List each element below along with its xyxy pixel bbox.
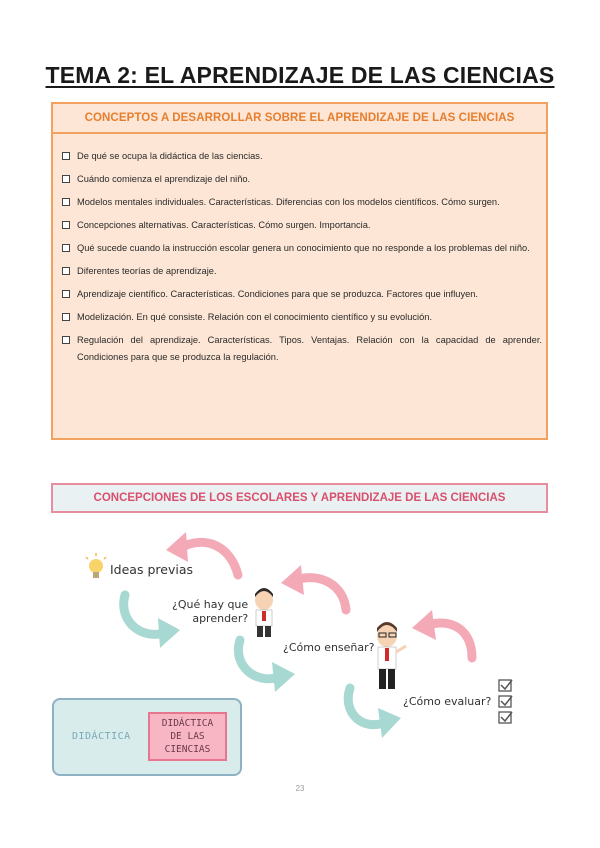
didactica-inner-line1: DIDÁCTICA	[161, 718, 214, 729]
concept-text: Aprendizaje científico. Características. Condiciones para que se produzca. Factores que influyen.	[77, 289, 479, 299]
checkbox[interactable]	[62, 336, 70, 344]
page-title: TEMA 2: EL APRENDIZAJE DE LAS CIENCIAS	[45, 62, 555, 88]
checkbox[interactable]	[62, 198, 70, 206]
page-number: 23	[295, 784, 305, 793]
didactica-ciencias-box	[148, 712, 227, 761]
lightbulb-icon	[86, 553, 106, 578]
list-item	[62, 263, 542, 280]
como-evaluar-label: ¿Cómo evaluar?	[403, 695, 492, 708]
teal-arrow-3	[348, 688, 401, 738]
student-figure	[255, 588, 273, 637]
list-item	[62, 194, 542, 211]
pink-arrow-2	[281, 565, 346, 610]
list-item	[62, 332, 542, 366]
concept-text: Diferentes teorías de aprendizaje.	[77, 266, 217, 276]
concept-text: Cuándo comienza el aprendizaje del niño.	[77, 174, 251, 184]
didactica-inner-line2: DE LAS	[170, 731, 205, 742]
que-aprender-line2: aprender?	[192, 612, 249, 625]
checkbox[interactable]	[62, 152, 70, 160]
concept-text: Modelos mentales individuales. Características. Diferencias con los modelos científicos. Cómo surgen.	[77, 197, 500, 207]
checkbox[interactable]	[62, 175, 70, 183]
concept-text: Regulación del aprendizaje. Características. Tipos. Ventajas. Relación con la capacidad de aprender. Condiciones para que se produzca la regulación.	[77, 335, 542, 362]
concepciones-header: CONCEPCIONES DE LOS ESCOLARES Y APRENDIZAJE DE LAS CIENCIAS	[51, 483, 548, 513]
list-item	[62, 286, 542, 303]
que-aprender-line1: ¿Qué hay que	[172, 598, 249, 611]
list-item	[62, 309, 542, 326]
concept-text: Qué sucede cuando la instrucción escolar genera un conocimiento que no responde a los problemas del niño.	[77, 243, 530, 253]
list-item	[62, 171, 542, 188]
list-item	[62, 148, 542, 165]
que-aprender-label	[172, 598, 248, 626]
didactica-inner-line3: CIENCIAS	[164, 744, 211, 755]
teacher-figure	[377, 622, 406, 689]
didactica-label: DIDÁCTICA	[72, 731, 131, 742]
como-ensenar-label: ¿Cómo enseñar?	[283, 641, 375, 654]
concept-text: Modelización. En qué consiste. Relación con el conocimiento científico y su evolución.	[77, 312, 433, 322]
pink-arrow-3	[412, 610, 472, 658]
checkbox[interactable]	[62, 267, 70, 275]
checkbox[interactable]	[62, 290, 70, 298]
list-item	[62, 217, 542, 234]
concept-list	[53, 134, 546, 366]
ideas-previas-label: Ideas previas	[110, 562, 193, 577]
concepts-box	[51, 102, 548, 440]
concept-text: De qué se ocupa la didáctica de las ciencias.	[77, 151, 263, 161]
concepts-header: CONCEPTOS A DESARROLLAR SOBRE EL APRENDIZAJE DE LAS CIENCIAS	[53, 104, 546, 134]
concept-text: Concepciones alternativas. Características. Cómo surgen. Importancia.	[77, 220, 371, 230]
didactica-box	[52, 698, 242, 776]
checkbox[interactable]	[62, 221, 70, 229]
checklist-icon	[499, 680, 512, 723]
list-item	[62, 240, 542, 257]
checkbox[interactable]	[62, 244, 70, 252]
checkbox[interactable]	[62, 313, 70, 321]
